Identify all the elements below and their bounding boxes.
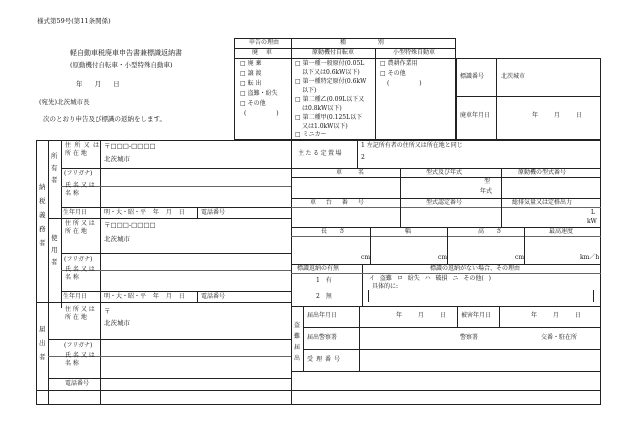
reason-header: 申告の理由 xyxy=(249,39,280,46)
owner-name-label: 氏 名 又 は 名 称 xyxy=(65,182,95,197)
user-kana-label: (フリガナ) xyxy=(64,256,93,263)
user-birth-value[interactable]: 明・大・昭・平 年 月 日 xyxy=(104,293,185,300)
kw-unit: kW xyxy=(587,218,597,225)
displacement-label: 総排気量又は定格出力 xyxy=(512,199,573,206)
reporter-postal[interactable]: 〒 xyxy=(104,307,111,315)
width-label: 幅 xyxy=(405,228,412,235)
reason-option-joto[interactable]: □ 譲 渡 xyxy=(240,70,262,77)
theft-date-label: 被害年月日 xyxy=(461,312,492,319)
form-title: 軽自動車税廃車申告書兼標識返納書 xyxy=(70,49,182,57)
form-subtitle: (原動機付自転車・小型特殊自動車) xyxy=(70,61,173,69)
length-unit: cm xyxy=(361,254,371,261)
storage-option-2[interactable]: 2 xyxy=(361,154,365,161)
no-return-specific: 具体的に: xyxy=(372,283,399,290)
owner-city[interactable]: 北茨城市 xyxy=(104,155,130,163)
reason-option-other[interactable]: □ その他 xyxy=(240,100,266,107)
gentsuki-type-1b[interactable]: □ 第一種特定原付(0.6kW xyxy=(295,78,367,85)
kogata-type-other[interactable]: □ その他 xyxy=(380,70,406,77)
height-label: 高 さ xyxy=(478,228,502,235)
reporter-section-label: 届出者 xyxy=(39,325,46,361)
user-phone-label: 電話番号 xyxy=(201,293,226,300)
frame-number-label: 車 台 番 号 xyxy=(310,199,368,206)
no-return-reason-label: 標識の返納がない場合、その理由 xyxy=(430,265,521,272)
police-station-label: 届出警察署 xyxy=(307,334,338,341)
theft-date-value[interactable]: 年 月 日 xyxy=(531,312,581,319)
gentsuki-type-2b[interactable]: □ 第二種乙(0.09L以下又 xyxy=(295,96,365,103)
gentsuki-type-2b-note: は0.8kW以下) xyxy=(302,105,342,112)
owner-birth-value[interactable]: 明・大・昭・平 年 月 日 xyxy=(104,209,185,216)
koban-value[interactable]: 交番・駐在所 xyxy=(541,334,578,341)
plate-return-no[interactable]: 2 無 xyxy=(316,293,332,300)
statement: 次のとおり申告及び標識の返納をします。 xyxy=(43,115,166,123)
no-return-reasons[interactable]: イ 盗難 ロ 紛失 ハ 破損 ニ その他( ) xyxy=(369,275,491,282)
reason-option-haiki[interactable]: □ 廃 棄 xyxy=(240,60,262,67)
model-unit: 型 xyxy=(484,178,491,185)
plate-number-value[interactable]: 北茨城市 xyxy=(501,73,526,80)
owner-phone-label: 電話番号 xyxy=(201,209,226,216)
storage-option-1[interactable]: 1 左記所有者の住所又は所在地と同じ xyxy=(361,142,463,149)
owner-address-label: 住 所 又 は 所 在 地 xyxy=(65,142,99,157)
haisha-date-value[interactable]: 年 月 日 xyxy=(532,112,582,119)
gentsuki-type-2a-note: 又は1.0kW以下) xyxy=(302,123,348,130)
receipt-number-label: 受理番号 xyxy=(307,356,344,363)
theft-report-date-label: 届出年月日 xyxy=(307,312,338,319)
gentsuki-type-minicar[interactable]: □ ミニカー xyxy=(295,131,327,138)
submission-date: 年 月 日 xyxy=(76,80,120,88)
police-station-value[interactable]: 警察署 xyxy=(460,334,479,341)
theft-section-label: 盗難届出 xyxy=(294,322,301,362)
speed-unit: km／h xyxy=(580,254,600,261)
type-header: 種 別 xyxy=(340,39,384,46)
kogata-header: 小型特殊自動車 xyxy=(393,49,436,56)
plate-box xyxy=(456,58,601,140)
owner-postal[interactable]: 〒□□□-□□□□ xyxy=(104,142,156,150)
haisha-date-label: 廃車年月日 xyxy=(460,112,491,119)
gentsuki-type-1b-note: 以下) xyxy=(302,87,317,94)
gentsuki-type-2a[interactable]: □ 第二種甲(0.125L以下 xyxy=(295,114,363,121)
model-year-label: 型式及び年式 xyxy=(426,169,463,176)
width-unit: cm xyxy=(438,254,448,261)
plate-number-label: 標識番号 xyxy=(460,73,485,80)
reason-option-tonan[interactable]: □ 盗難・紛失 xyxy=(240,90,278,97)
reporter-city[interactable]: 北茨城市 xyxy=(104,319,130,327)
reporter-name-label: 氏 名 又 は 名 称 xyxy=(65,352,95,367)
year-unit: 年式 xyxy=(480,188,493,195)
user-name-label: 氏 名 又 は 名 称 xyxy=(65,266,95,281)
type-cert-label: 型式認定番号 xyxy=(426,199,463,206)
theft-report-date-value[interactable]: 年 月 日 xyxy=(396,312,446,319)
owner-kana-label: (フリガナ) xyxy=(64,170,93,177)
max-speed-label: 最高速度 xyxy=(549,228,574,235)
reporter-address-label: 住 所 又 は 所 在 地 xyxy=(65,306,95,321)
vehicle-name-label: 車 名 xyxy=(336,169,364,176)
plate-return-yes[interactable]: 1 有 xyxy=(316,277,332,284)
liter-unit: L xyxy=(591,209,595,216)
addressee: (宛先)北茨城市長 xyxy=(39,98,90,106)
reporter-phone-label: 電話番号 xyxy=(65,380,90,387)
gentsuki-header: 原動機付自転車 xyxy=(312,49,355,56)
taxpayer-section-label: 納税義務者 xyxy=(39,183,46,247)
form-number: 様式第59号(第11条関係) xyxy=(37,17,111,25)
user-address-label: 住 所 又 は 所 在 地 xyxy=(65,220,95,235)
specific-bracket-left[interactable] xyxy=(368,290,594,302)
user-sublabel: 使用者 xyxy=(51,234,58,266)
reason-other-detail[interactable]: ( ) xyxy=(244,110,279,117)
storage-label: 主たる定置場 xyxy=(298,150,344,157)
plate-return-label: 標識返納の有無 xyxy=(297,265,340,272)
reason-option-tenshutsu[interactable]: □ 転 出 xyxy=(240,80,262,87)
gentsuki-type-1a-note: 以下又は0.6kW以下) xyxy=(302,69,360,76)
kogata-type-farm[interactable]: □ 農耕作業用 xyxy=(380,60,418,67)
owner-birth-label: 生年月日 xyxy=(63,209,88,216)
haisha-header: 廃 車 xyxy=(252,49,272,56)
kogata-other-detail[interactable]: ( ) xyxy=(387,80,422,87)
user-city[interactable]: 北茨城市 xyxy=(104,235,130,243)
engine-model-label: 原動機の型式番号 xyxy=(518,169,567,176)
gentsuki-type-1a[interactable]: □ 第一種一般原付(0.05L xyxy=(295,60,365,67)
length-label: 長 さ xyxy=(321,228,345,235)
specific-bracket-right xyxy=(590,290,594,302)
owner-sublabel: 所有者 xyxy=(51,152,58,184)
user-postal[interactable]: 〒□□□-□□□□ xyxy=(104,221,156,229)
user-birth-label: 生年月日 xyxy=(63,293,88,300)
reporter-kana-label: (フリガナ) xyxy=(64,342,93,349)
height-unit: cm xyxy=(515,254,525,261)
